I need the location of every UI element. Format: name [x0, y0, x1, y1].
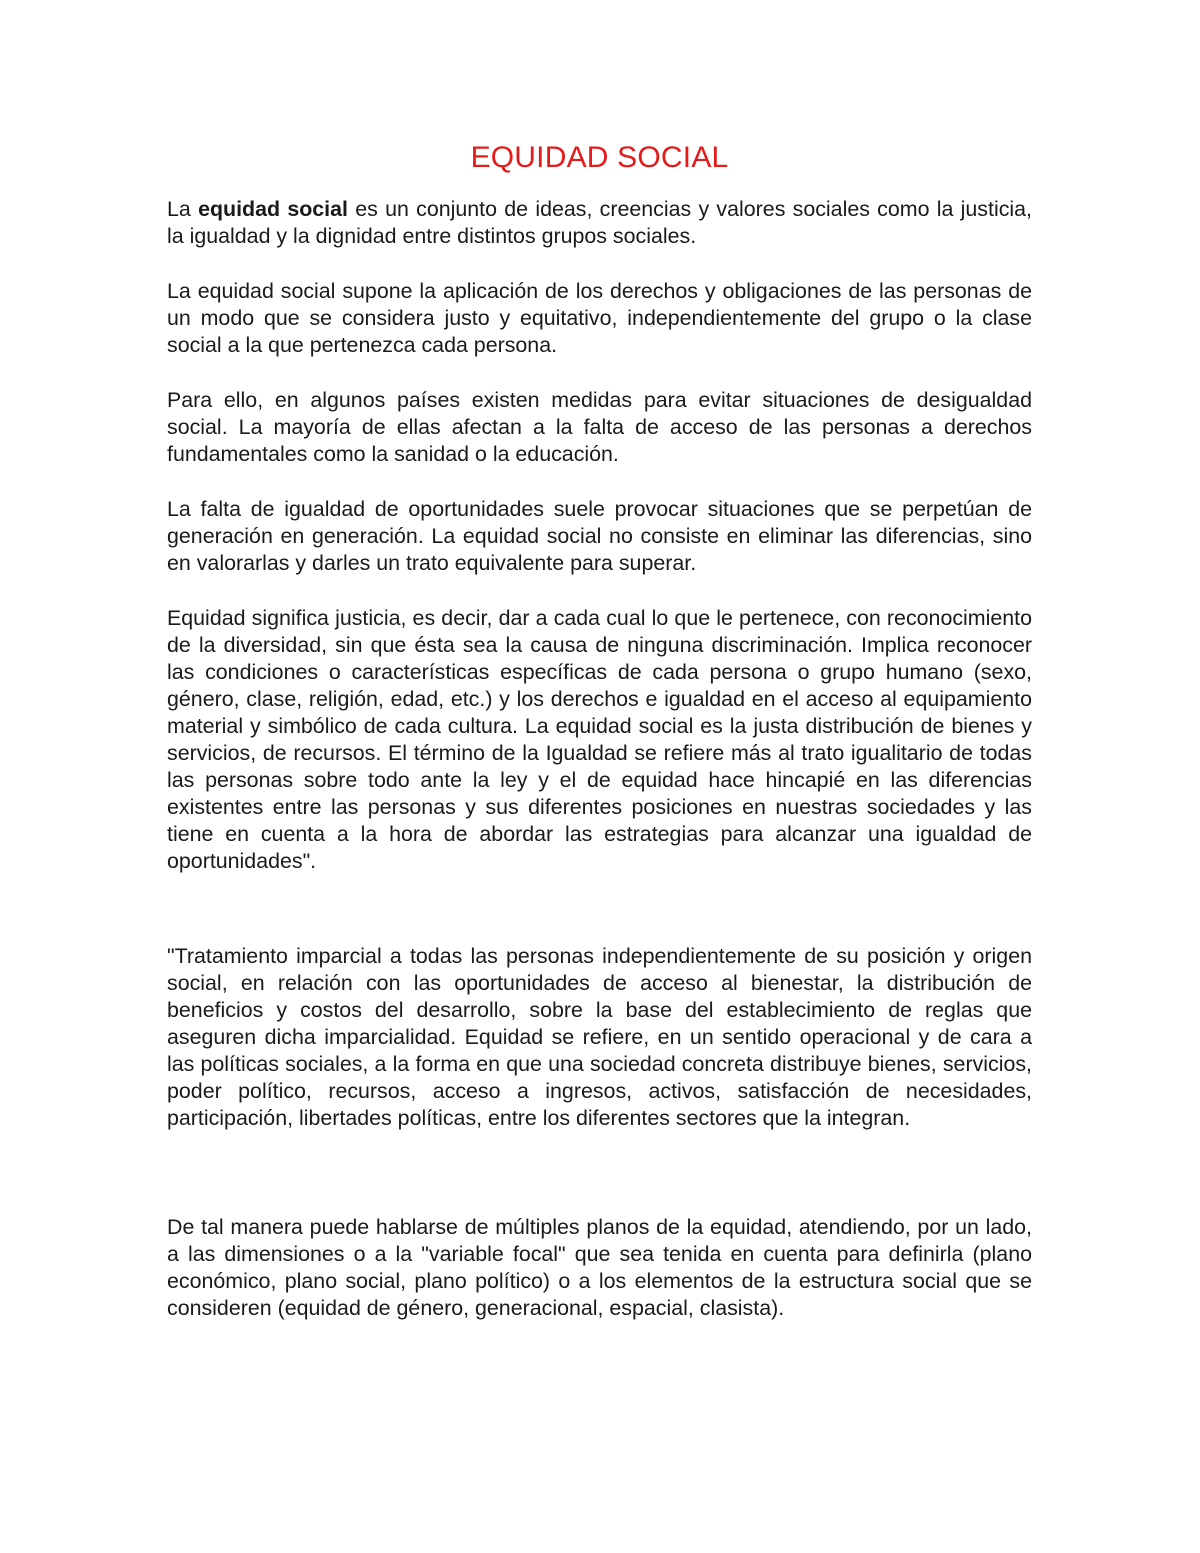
paragraph-justicia: Equidad significa justicia, es decir, dar a cada cual lo que le pertenece, con reconocimiento de la diversidad, sin que ésta sea la causa de ninguna discriminación. Implica reconocer las condiciones o características específicas de cada persona o grupo humano (sexo, género, clase, religión, edad, etc.) y los derechos e igualdad en el acceso al equipamiento material y simbólico de cada cultura. La equidad social es la justa distribución de bienes y servicios, de recursos. El término de la Igualdad se refiere más al trato igualitario de todas las personas sobre todo ante la ley y el de equidad hace hincapié en las diferencias existentes entre las personas y sus diferentes posiciones en nuestras sociedades y las tiene en cuenta a la hora de abordar las estrategias para alcanzar una igualdad de oportunidades". [167, 606, 1032, 873]
paragraph-oportunidades: La falta de igualdad de oportunidades suele provocar situaciones que se perpetúan de generación en generación. La equidad social no consiste en eliminar las diferencias, sino en valorarlas y darles un trato equivalente para superar. [167, 497, 1032, 575]
intro-bold-term: equidad social [198, 197, 348, 221]
paragraph-medidas: Para ello, en algunos países existen medidas para evitar situaciones de desigualdad social. La mayoría de ellas afectan a la falta de acceso de las personas a derechos fundamentales como la sanidad o la educación. [167, 388, 1032, 466]
intro-paragraph [167, 196, 1032, 250]
document-page [167, 140, 1032, 1350]
paragraph-planos: De tal manera puede hablarse de múltiples planos de la equidad, atendiendo, por un lado, a las dimensiones o a la "variable focal" que sea tenida en cuenta para definirla (plano económico, plano social, plano político) o a los elementos de la estructura social que se consideren (equidad de género, generacional, espacial, clasista). [167, 1215, 1032, 1320]
page-title: EQUIDAD SOCIAL [470, 141, 729, 174]
intro-lead: La [167, 197, 191, 221]
paragraph-aplicacion: La equidad social supone la aplicación de los derechos y obligaciones de las personas de un modo que se considera justo y equitativo, independientemente del grupo o la clase social a la que pertenezca cada persona. [167, 279, 1032, 357]
paragraph-tratamiento: "Tratamiento imparcial a todas las personas independientemente de su posición y origen social, en relación con las oportunidades de acceso al bienestar, la distribución de beneficios y costos del desarrollo, sobre la base del establecimiento de reglas que aseguren dicha imparcialidad. Equidad se refiere, en un sentido operacional y de cara a las políticas sociales, a la forma en que una sociedad concreta distribuye bienes, servicios, poder político, recursos, acceso a ingresos, activos, satisfacción de necesidades, participación, libertades políticas, entre los diferentes sectores que la integran. [167, 944, 1032, 1130]
intro-rest: es un conjunto de ideas, creencias y valores sociales como la justicia, la igualdad y la dignidad entre distintos grupos sociales. [167, 197, 1032, 248]
